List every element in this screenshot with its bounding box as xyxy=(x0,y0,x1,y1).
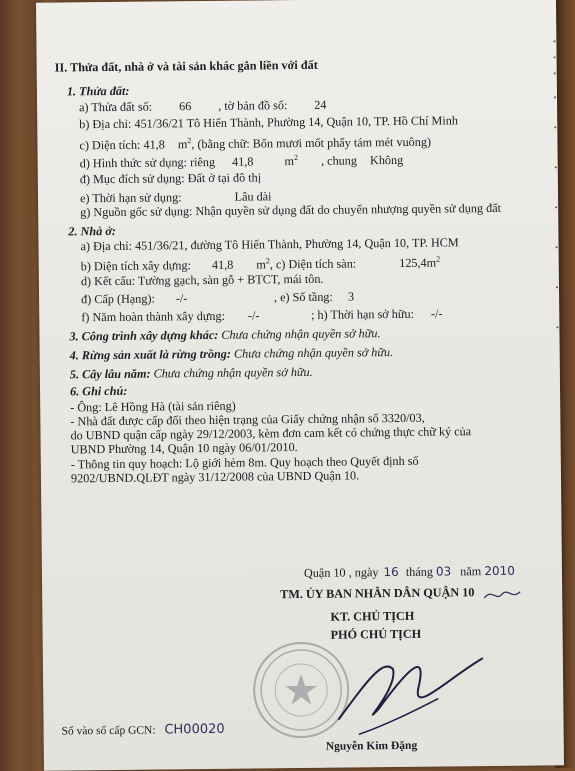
year-label: f) Năm hoàn thành xây dựng: xyxy=(81,308,226,325)
map-label: , tờ bản đồ số: xyxy=(218,98,288,113)
area-words: (bằng chữ: Bốn mươi mốt phẩy tám mét vuông) xyxy=(197,134,432,152)
usage-private: 41,8 xyxy=(232,154,254,169)
note-line: - Nhà đất được cấp đổi theo hiện trạng của Giấy chứng nhận số 3320/03, xyxy=(70,410,425,429)
usage-form-label: d) Hình thức sử dụng: riêng xyxy=(79,154,216,171)
initial-mark-icon xyxy=(482,586,522,607)
build-area-label: b) Diện tích xây dựng: xyxy=(80,258,192,274)
usage-unit: m xyxy=(284,154,295,169)
sign-deputy: PHÓ CHỦ TỊCH xyxy=(330,626,422,642)
notes-heading: 6. Ghi chú: xyxy=(69,383,128,399)
house-heading: 2. Nhà ở: xyxy=(68,223,116,239)
parcel-number: 66 xyxy=(179,99,192,114)
parcel-label: a) Thửa đất số: xyxy=(79,99,153,115)
sign-month: 03 xyxy=(435,564,452,579)
forest-row xyxy=(70,345,394,362)
note-line: - Ông: Lê Hồng Hà (tài sản riêng) xyxy=(70,398,236,415)
registry-label: Số vào sổ cấp GCN: xyxy=(61,724,156,738)
sign-year-label: năm xyxy=(460,564,482,579)
area-row: c) Diện tích: 41,8 $m^2$, (bằng chữ: Bốn mươi mốt phẩy tám mét vuông) xyxy=(79,134,432,153)
sign-authority: TM. ỦY BAN NHÂN DÂN QUẬN 10 xyxy=(280,585,475,602)
usage-shared: Không xyxy=(369,152,404,168)
forest-title: 4. Rừng sản xuất là rừng trồng: xyxy=(69,346,232,363)
note-line: 9202/UBND.QLĐT ngày 31/12/2008 của UBND Quận 10. xyxy=(70,468,360,486)
area-unit: m xyxy=(177,137,188,152)
forest-text: Chưa chứng nhận quyền sở hữu. xyxy=(233,345,394,361)
sign-month-label: tháng xyxy=(405,564,433,579)
certificate-page xyxy=(36,0,564,771)
other-construction-row xyxy=(69,326,380,343)
floors-value: 3 xyxy=(347,289,355,304)
sign-kt: KT. CHỦ TỊCH xyxy=(330,608,415,624)
grade-row xyxy=(81,289,354,306)
note-line: - Thông tin quy hoạch: Lộ giới hẻm 8m. Quy hoạch theo Quyết định số xyxy=(70,453,419,472)
signer-name: Nguyễn Kim Đặng xyxy=(325,739,418,753)
build-area-unit: m xyxy=(256,257,266,272)
registry-number: CH00020 xyxy=(164,721,225,738)
floor-area-value: 125,4 xyxy=(399,255,427,271)
house-structure: d) Kết cấu: Tường gạch, sàn gỗ + BTCT, mái tôn. xyxy=(80,271,324,289)
note-line: UBND Phường 14, Quận 10 ngày 06/01/2010. xyxy=(70,440,298,457)
term-value: Lâu dài xyxy=(234,189,272,204)
year-value: -/- xyxy=(247,308,260,323)
perennial-text: Chưa chứng nhận quyền sở hữu. xyxy=(153,364,313,381)
house-address: a) Địa chỉ: 451/36/21, đường Tô Hiến Thành, Phường 14, Quận 10, TP. HCM xyxy=(80,235,459,254)
section-title: II. Thửa đất, nhà ở và tài sản khác gắn liền với đất xyxy=(54,57,318,75)
land-address: b) Địa chỉ: 451/36/21 Tô Hiến Thành, Phường 14, Quận 10, TP. Hồ Chí Minh xyxy=(79,113,458,132)
note-line: do UBND quận cấp ngày 29/12/2003, kèm đơn cam kết có chứng thực chữ ký của xyxy=(70,424,472,443)
perennial-row xyxy=(70,365,313,382)
ownership-label: ; h) Thời hạn sở hữu: xyxy=(310,306,415,322)
grade-value: -/- xyxy=(175,291,188,306)
perennial-title: 5. Cây lâu năm: xyxy=(69,366,151,382)
build-area-value: 41,8 xyxy=(211,257,234,272)
floor-area-unit: m xyxy=(426,255,437,270)
sign-date-row xyxy=(304,564,515,580)
land-purpose: đ) Mục đích sử dụng: Đất ở tại đô thị xyxy=(79,170,262,187)
sign-date-prefix: Quận 10 , ngày xyxy=(303,565,379,580)
usage-shared-label: , chung xyxy=(320,153,358,168)
ownership-value: -/- xyxy=(430,306,443,321)
floor-area-label: , c) Diện tích sàn: xyxy=(269,256,357,272)
term-label: e) Thời hạn sử dụng: xyxy=(79,190,182,206)
usage-form-row: d) Hình thức sử dụng: riêng 41,8 $m^2$ , chung Không xyxy=(79,152,404,171)
year-row xyxy=(81,307,442,325)
grade-label: đ) Cấp (Hạng): xyxy=(81,291,155,307)
signature-scribble-icon xyxy=(298,638,489,755)
area-label: c) Diện tích: 41,8 xyxy=(79,137,165,153)
land-heading: 1. Thửa đất: xyxy=(66,83,130,99)
registry-row xyxy=(62,723,225,739)
sign-day: 16 xyxy=(383,564,399,580)
floors-label: , e) Số tầng: xyxy=(273,289,333,305)
other-construction-text: Chưa chứng nhận quyền sở hữu. xyxy=(221,326,381,342)
map-number: 24 xyxy=(314,97,327,112)
parcel-row xyxy=(79,97,350,114)
other-construction-title: 3. Công trình xây dựng khác: xyxy=(69,327,219,344)
build-area-row: b) Diện tích xây dựng: 41,8 $m^2$, c) Diện tích sàn: $125,4m^2$ xyxy=(80,254,441,274)
land-origin: g) Nguồn gốc sử dụng: Nhận quyền sử dụng đất do chuyển nhượng quyền sử dụng đất xyxy=(80,200,502,220)
sign-year: 2010 xyxy=(484,563,515,579)
